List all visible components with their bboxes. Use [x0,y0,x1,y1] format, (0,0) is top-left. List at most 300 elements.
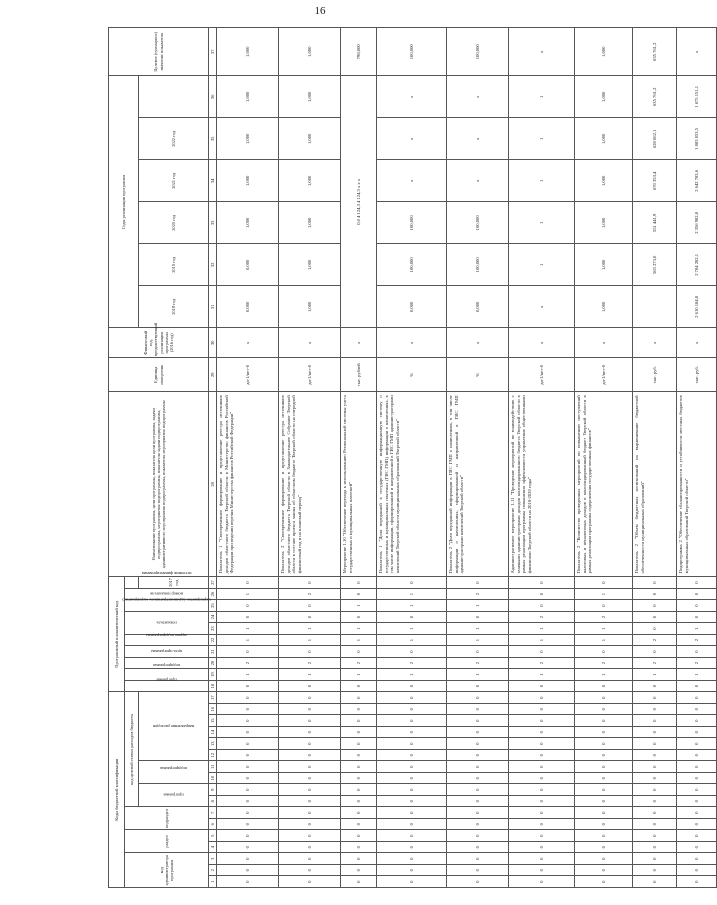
program-table [108,27,717,888]
year-value: х [377,118,447,160]
code-cell: 0 [279,842,341,854]
code-cell: 0 [377,784,447,796]
row-unit: тыс. руб. [633,358,677,392]
code-cell: 0 [377,842,447,854]
row-target: 100,000 [377,28,447,76]
code-cell: 0 [447,611,509,623]
code-cell: 0 [677,588,717,600]
code-cell: 0 [677,830,717,842]
code-cell: 0 [341,830,377,842]
column-number: 35 [209,118,217,160]
header-budget-code: код целевой статьи расходов бюджета [125,692,139,807]
year-value: 1,000 [279,202,341,244]
code-cell: 2 [575,611,633,623]
year-value: 0,000 [377,286,447,328]
code-cell: 0 [217,796,279,808]
code-cell: 0 [633,715,677,727]
code-cell: 0 [509,680,575,692]
year-value: 100,000 [377,202,447,244]
row-unit: да-1/нет-0 [217,358,279,392]
code-cell: 0 [377,738,447,750]
table-row [575,28,633,888]
code-cell: 0 [677,738,717,750]
code-cell: 0 [217,704,279,716]
code-cell: 0 [677,784,717,796]
code-cell: 0 [509,819,575,831]
row-unit: тыс. руб. [677,358,717,392]
code-cell: 0 [217,819,279,831]
header-row-1 [109,28,125,888]
year-value: 1 675 151,1 [677,76,717,118]
code-cell: 0 [677,577,717,589]
code-cell: 2 [377,657,447,669]
code-cell: 0 [377,796,447,808]
code-cell: 1 [377,669,447,681]
year-value: 1 [509,202,575,244]
table-row [341,28,377,888]
code-cell: 0 [279,876,341,888]
code-cell: 1 [217,588,279,600]
year-value: х [447,118,509,160]
column-number: 15 [209,715,217,727]
row-fin-year: х [509,328,575,358]
code-cell: 0 [575,600,633,612]
code-cell: 0 [279,784,341,796]
header-admin: код администратора программы [125,853,209,888]
row-unit: да-1/нет-0 [509,358,575,392]
table-row [377,28,447,888]
header-2020: 2020 год [139,202,209,244]
code-cell: 0 [633,853,677,865]
code-cell: 0 [633,761,677,773]
code-cell: 0 [447,750,509,762]
row-target: 798,000 [341,28,377,76]
code-cell: 0 [341,577,377,589]
code-cell: 0 [377,819,447,831]
code-cell: 1 [217,623,279,635]
code-cell: 0 [509,577,575,589]
header-fin-year: Финансовый год, предшествующий реализации программы (2016 год) [109,328,209,358]
code-cell: 0 [341,773,377,785]
column-number: 1 [209,876,217,888]
year-value: 100,000 [447,244,509,286]
header-codes: Коды бюджетной классификации [109,692,125,888]
column-number: 13 [209,738,217,750]
column-number: 10 [209,773,217,785]
header-razdel: раздел [125,830,209,853]
code-cell: 0 [633,796,677,808]
code-cell: 0 [677,773,717,785]
row-fin-year: х [217,328,279,358]
year-values-combined: 0,0 4 124,3 4 124,3 х х х [341,76,377,328]
code-cell: 1 [447,623,509,635]
year-value: 1,000 [575,118,633,160]
code-cell: 0 [279,577,341,589]
code-cell: 1 [279,623,341,635]
code-cell: 0 [217,646,279,658]
code-cell: 0 [633,600,677,612]
header-target: Целевое (суммарное) значение показателя [109,28,209,76]
code-cell: 0 [377,646,447,658]
year-value: 670 353,4 [633,160,677,202]
column-number: 21 [209,646,217,658]
row-name: Показатель 2 "Объем бюджетных ассигнований на выравнивание бюджетной обеспеченности муниципальных образований" [633,392,677,577]
code-cell: 0 [279,853,341,865]
code-cell: 0 [447,646,509,658]
code-cell: 0 [575,773,633,785]
code-cell: 0 [377,876,447,888]
table-row [447,28,509,888]
code-cell: 0 [509,738,575,750]
code-cell: 2 [279,657,341,669]
row-fin-year: х [575,328,633,358]
table-row [509,28,575,888]
code-cell: 0 [341,796,377,808]
column-number: 2 [209,865,217,877]
year-value: 1,000 [279,286,341,328]
code-cell: 0 [677,646,717,658]
row-target: 1,000 [279,28,341,76]
column-number: 29 [209,358,217,392]
code-cell: 0 [279,704,341,716]
code-cell: 0 [509,704,575,716]
code-cell: 0 [509,830,575,842]
code-cell: 0 [341,680,377,692]
row-target: 1,000 [575,28,633,76]
column-number: 26 [209,588,217,600]
code-cell: 0 [279,646,341,658]
year-value: 551 441,9 [633,202,677,244]
year-value: 1,000 [575,160,633,202]
code-cell: 0 [279,750,341,762]
code-cell: 0 [447,727,509,739]
code-cell: 2 [575,657,633,669]
code-cell: 0 [633,784,677,796]
row-unit: да-1/нет-0 [575,358,633,392]
row-target: 100,000 [447,28,509,76]
code-cell: 0 [575,715,633,727]
code-cell: 0 [217,715,279,727]
year-value: 0,000 [447,286,509,328]
column-number: 5 [209,830,217,842]
code-cell: 0 [341,853,377,865]
code-cell: 0 [633,807,677,819]
code-cell: 0 [377,807,447,819]
code-cell: 0 [447,876,509,888]
code-cell: 0 [575,830,633,842]
code-cell: 1 [341,669,377,681]
code-cell: 0 [217,761,279,773]
code-cell: 0 [377,830,447,842]
year-value: 100,000 [447,202,509,244]
year-value: х [509,286,575,328]
code-cell: 1 [447,600,509,612]
row-fin-year: х [341,328,377,358]
code-cell: 0 [341,715,377,727]
code-cell: 0 [575,761,633,773]
year-value: 2 784 282,1 [677,244,717,286]
code-cell: 0 [677,761,717,773]
header-programma-code: программа [139,784,209,807]
code-cell: 0 [509,784,575,796]
code-cell: 1 [575,669,633,681]
code-cell: 0 [341,727,377,739]
code-cell: 0 [341,865,377,877]
column-number: 36 [209,76,217,118]
code-cell: 0 [341,704,377,716]
year-value: 2 610 184,8 [677,286,717,328]
code-cell: 0 [377,680,447,692]
code-cell: 0 [677,715,717,727]
code-cell: 0 [279,819,341,831]
code-cell: 0 [217,784,279,796]
code-cell: 0 [575,750,633,762]
column-number: 20 [209,657,217,669]
code-cell: 1 [575,588,633,600]
year-value: 1 [509,76,575,118]
column-number: 14 [209,727,217,739]
code-cell: 0 [633,738,677,750]
code-cell: 1 [279,634,341,646]
column-number: 24 [209,611,217,623]
code-cell: 0 [217,738,279,750]
code-cell: 0 [575,853,633,865]
code-cell: 0 [447,819,509,831]
code-cell: 0 [633,830,677,842]
code-cell: 0 [575,784,633,796]
code-cell: 0 [279,761,341,773]
code-cell: 1 [677,623,717,635]
code-cell: 0 [509,853,575,865]
code-cell: 1 [509,634,575,646]
year-value: 1 [509,118,575,160]
year-value: 100,000 [377,244,447,286]
code-cell: 0 [575,876,633,888]
code-cell: 0 [509,807,575,819]
row-name: Мероприятие 1.10 "Обеспечение перехода к использованию Региональной системы учета государственных и муниципальных платежей" [341,392,377,577]
code-cell: 0 [447,796,509,808]
header-2017: 2017 год [139,577,209,589]
code-cell: 2 [509,657,575,669]
code-cell: 0 [677,704,717,716]
code-cell: 0 [447,807,509,819]
code-cell: 1 [341,634,377,646]
year-value: 1,000 [575,76,633,118]
code-cell: 0 [447,761,509,773]
header-istochnik: источник финансирования [125,588,209,600]
code-cell: 0 [217,842,279,854]
code-cell: 0 [575,646,633,658]
column-number: 37 [209,28,217,76]
code-cell: 1 [575,634,633,646]
year-value: 0,000 [217,286,279,328]
header-cel: цель программы [125,657,209,669]
code-cell: 0 [279,796,341,808]
code-cell: 1 [575,623,633,635]
code-cell: 0 [447,865,509,877]
code-cell: 0 [633,819,677,831]
row-fin-year: х [677,328,717,358]
column-number: 16 [209,704,217,716]
program-table-container [108,28,699,888]
year-value: 1,000 [279,118,341,160]
column-number: 33 [209,202,217,244]
code-cell: 0 [633,611,677,623]
code-cell: 0 [279,738,341,750]
code-cell: 0 [377,727,447,739]
code-cell: 0 [633,865,677,877]
year-value: 1 883 053,5 [677,118,717,160]
row-target: х [677,28,717,76]
header-2018: 2018 год [139,286,209,328]
code-cell: 0 [575,807,633,819]
column-number: 8 [209,796,217,808]
code-cell: 1 [341,623,377,635]
row-target: 635 761,2 [633,28,677,76]
code-cell: 0 [279,611,341,623]
code-cell: 0 [447,853,509,865]
year-value: 1 [509,160,575,202]
code-cell: 0 [279,680,341,692]
code-cell: 0 [341,588,377,600]
row-fin-year: х [447,328,509,358]
code-cell: 0 [575,704,633,716]
row-fin-year: х [633,328,677,358]
column-number: 27 [209,577,217,589]
code-cell: 0 [377,611,447,623]
header-podrazdel: подраздел [125,807,209,830]
row-name: Показатель 2 "Количество проведенных мероприятий по повышению поступлений налоговых и неналоговых доходов в консолидированный бюджет Тверской области в рамках реализации программы оздоровления государственных финансов" [575,392,633,577]
column-number: 30 [209,328,217,358]
code-cell: 1 [509,669,575,681]
code-cell: 2 [509,611,575,623]
code-cell: 0 [279,727,341,739]
code-cell: 0 [633,646,677,658]
row-name: Административное мероприятие 1.11 "Проведение мероприятий по взаимодействию с главными администраторами доходов консолидированного бюджета Тверской области в рамках реализации программы повышения эффективности управления общественными финансами Тверской области на 2018-2020 годы" [509,392,575,577]
code-cell: 0 [217,773,279,785]
code-cell: 0 [575,727,633,739]
code-cell: 0 [677,819,717,831]
header-2022: 2022 год [139,118,209,160]
code-cell: 0 [509,715,575,727]
code-cell: 0 [341,738,377,750]
column-number: 25 [209,600,217,612]
year-value: 1,000 [575,286,633,328]
code-cell: 0 [633,588,677,600]
code-cell: 0 [677,600,717,612]
year-value: 563 273,0 [633,244,677,286]
code-cell: 0 [677,853,717,865]
code-cell: 0 [341,611,377,623]
code-cell: 0 [217,577,279,589]
code-cell: 0 [633,842,677,854]
code-cell: 0 [677,750,717,762]
code-cell: 0 [377,715,447,727]
code-cell: 0 [509,761,575,773]
year-value: 628 062,1 [633,118,677,160]
code-cell: 0 [341,761,377,773]
year-value: 1,000 [279,160,341,202]
code-cell: 0 [341,842,377,854]
column-number: 32 [209,244,217,286]
code-cell: 0 [341,646,377,658]
header-2019: 2019 год [139,244,209,286]
code-cell: 0 [341,819,377,831]
code-cell: 0 [447,715,509,727]
code-cell: 0 [447,680,509,692]
row-target: 1,000 [217,28,279,76]
column-number: 17 [209,692,217,704]
row-unit: тыс. рублей [341,358,377,392]
code-cell: 0 [633,704,677,716]
row-unit: % [447,358,509,392]
row-name: Показатель 2 "Своевременное формирование и представление реестра источников доходов областного бюджета Тверской области в Законодательное Собрание Тверской области в составе проекта закона об областном бюджете Тверской области на очередной финансовый год и на плановый период" [279,392,341,577]
code-cell: 0 [217,830,279,842]
year-value: 1,000 [217,202,279,244]
column-number: 11 [209,761,217,773]
code-cell: 0 [377,577,447,589]
column-number: 31 [209,286,217,328]
code-cell: 0 [575,692,633,704]
code-cell: 2 [633,634,677,646]
code-cell: 1 [509,623,575,635]
code-cell: 0 [279,692,341,704]
code-cell: 0 [677,865,717,877]
code-cell: 0 [279,600,341,612]
row-fin-year: х [377,328,447,358]
code-cell: 0 [447,738,509,750]
code-cell: 0 [377,761,447,773]
code-cell: 0 [509,876,575,888]
row-name: Показатель 2 "Доля переданной информации в ГИС ГМП о начислениях, в том числе информации о начислениях, сформированной и направленной в ГИС ГМП администраторами начислений Тверской области" [447,392,509,577]
column-number: 3 [209,853,217,865]
code-cell: 1 [279,669,341,681]
code-cell: 0 [341,807,377,819]
year-value: 1,000 [575,202,633,244]
code-cell: 1 [217,634,279,646]
code-cell: 0 [575,680,633,692]
code-cell: 0 [217,727,279,739]
code-cell: 0 [217,692,279,704]
code-cell: 0 [377,773,447,785]
code-cell: 0 [677,807,717,819]
code-cell: 0 [509,646,575,658]
code-cell: 0 [217,853,279,865]
code-cell: 0 [341,692,377,704]
table-row [633,28,677,888]
code-cell: 1 [377,588,447,600]
code-cell: 0 [509,750,575,762]
code-cell: 0 [377,704,447,716]
page-number: 16 [314,5,326,17]
header-nomer: номер показателя [125,600,209,612]
year-value: 1,000 [575,244,633,286]
column-number: 9 [209,784,217,796]
header-pokaz: показатель [125,611,209,634]
code-cell: 0 [633,680,677,692]
header-podprogramma-code: подпрограмма [139,761,209,784]
column-number: 34 [209,160,217,202]
code-cell: 0 [509,773,575,785]
code-cell: 0 [677,680,717,692]
code-cell: 2 [677,634,717,646]
code-cell: 0 [677,796,717,808]
code-cell: 0 [447,577,509,589]
code-cell: 0 [509,588,575,600]
year-value: х [377,160,447,202]
header-meropr: мероприятие (административное мероприятие) [125,634,209,646]
year-value: х [447,160,509,202]
